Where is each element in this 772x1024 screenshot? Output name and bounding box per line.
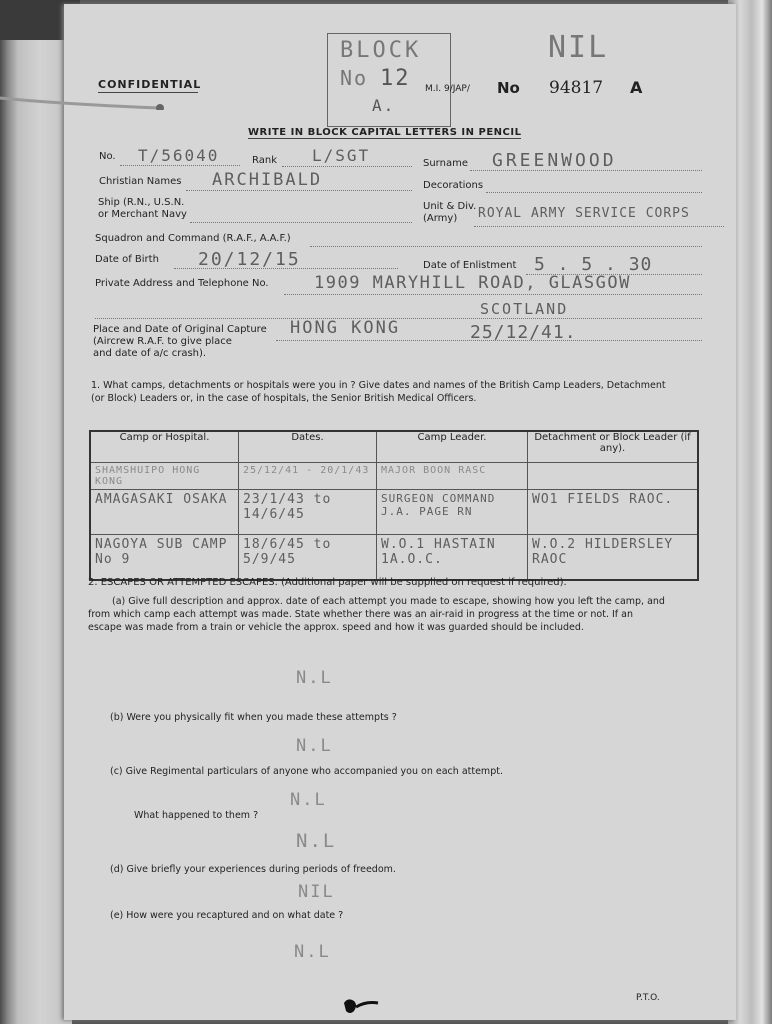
stamp-letter: A. [372, 96, 396, 115]
table-header-dates: Dates. [239, 431, 377, 463]
q2a-answer: N.L [296, 668, 333, 688]
block-stamp [327, 33, 451, 127]
squadron-line [310, 246, 702, 247]
table-row [90, 490, 698, 535]
instruction-heading: WRITE IN BLOCK CAPITAL LETTERS IN PENCIL [248, 127, 522, 138]
q2b-text: (b) Were you physically fit when you made these attempts ? [110, 712, 397, 723]
capture-label-3: and date of a/c crash). [93, 348, 207, 359]
q2a-text: (a) Give full description and approx. date of each attempt you made to escape, showing how you left the camp, and [112, 596, 665, 607]
capture-line [276, 340, 702, 341]
confidential-label: CONFIDENTIAL [98, 78, 202, 91]
unit-line [474, 226, 724, 227]
q1-text: 1. What camps, detachments or hospitals were you in ? Give dates and names of the British Camp Leaders, Detachment [91, 380, 666, 391]
rank-label: Rank [252, 155, 277, 166]
table-header-camp: Camp or Hospital. [90, 431, 239, 463]
capture-place: HONG KONG [290, 318, 401, 338]
dob-line [174, 268, 398, 269]
pto-label: P.T.O. [636, 993, 660, 1003]
table-cell-camp-leader: MAJOR BOON RASC [377, 463, 528, 490]
q2a-text-3: escape was made from a train or vehicle the approx. speed and how it was guarded should be included. [88, 622, 584, 633]
table-header-detachment-leader: Detachment or Block Leader (if any). [528, 431, 699, 463]
q2-heading: 2. ESCAPES OR ATTEMPTED ESCAPES. (Additional paper will be supplied on request if required). [88, 577, 567, 588]
serial-number: 94817 [549, 78, 604, 98]
surname-label: Surname [423, 158, 468, 169]
q2c-followup-text: What happened to them ? [134, 810, 259, 821]
unit-value: ROYAL ARMY SERVICE CORPS [478, 206, 690, 221]
q1-text-2: (or Block) Leaders or, in the case of hospitals, the Senior British Medical Officers. [91, 393, 477, 404]
christian-names-label: Christian Names [99, 176, 182, 187]
table-row [90, 463, 698, 490]
q2d-text: (d) Give briefly your experiences during periods of freedom. [110, 864, 396, 875]
table-cell-camp-leader: SURGEON COMMAND J.A. PAGE RN [377, 490, 528, 535]
capture-date: 25/12/41. [470, 322, 577, 343]
q2c-text: (c) Give Regimental particulars of anyone who accompanied you on each attempt. [110, 766, 503, 777]
q2c-answer: N.L [290, 790, 327, 810]
decorations-label: Decorations [423, 180, 484, 191]
capture-label-2: (Aircrew R.A.F. to give place [93, 336, 232, 347]
ship-line [190, 222, 412, 223]
table-cell-dates: 18/6/45 to 5/9/45 [239, 535, 377, 581]
binder-spine [0, 0, 72, 1024]
christian-names-value: ARCHIBALD [212, 170, 323, 190]
dob-value: 20/12/15 [198, 249, 301, 270]
enlistment-label: Date of Enlistment [423, 260, 517, 271]
q2c-followup-answer: N.L [296, 830, 337, 852]
capture-label: Place and Date of Original Capture [93, 324, 267, 335]
table-cell-dates: 23/1/43 to 14/6/45 [239, 490, 377, 535]
squadron-label: Squadron and Command (R.A.F., A.A.F.) [95, 233, 291, 244]
unit-label: Unit & Div. [423, 201, 477, 212]
table-cell-camp: AMAGASAKI OSAKA [90, 490, 239, 535]
binding-string-icon [0, 96, 170, 110]
table-row [90, 535, 698, 581]
q2e-text: (e) How were you recaptured and on what date ? [110, 910, 344, 921]
dob-label: Date of Birth [95, 254, 159, 265]
q2b-answer: N.L [296, 736, 333, 756]
ship-label-2: or Merchant Navy [98, 209, 187, 220]
address-line [284, 294, 702, 295]
enlistment-value: 5 . 5 . 30 [534, 254, 653, 275]
address-label: Private Address and Telephone No. [95, 278, 269, 289]
no-field-value: T/56040 [138, 146, 220, 165]
surname-line [470, 170, 702, 171]
q2a-text-2: from which camp each attempt was made. State whether there was an air-raid in progress at the time or not. If an [88, 609, 634, 620]
stamp-no-text: No [340, 66, 369, 90]
surname-value: GREENWOOD [492, 150, 617, 171]
no-field-label: No. [99, 151, 116, 162]
christian-names-line [186, 190, 412, 191]
table-header-row [90, 431, 698, 463]
table-cell-camp: NAGOYA SUB CAMP No 9 [90, 535, 239, 581]
address-value-2: SCOTLAND [480, 300, 569, 318]
ink-blot-icon [340, 995, 382, 1019]
table-cell-detachment-leader: W.O.2 HILDERSLEY RAOC [528, 535, 699, 581]
table-cell-camp: SHAMSHUIPO HONG KONG [90, 463, 239, 490]
table-cell-camp-leader: W.O.1 HASTAIN 1A.O.C. [377, 535, 528, 581]
rank-line [282, 166, 412, 167]
serial-suffix: A [630, 78, 643, 97]
ref-code: M.I. 9/JAP/ [425, 84, 470, 94]
stamp-block-text: BLOCK [340, 38, 422, 63]
table-header-camp-leader: Camp Leader. [377, 431, 528, 463]
rank-value: L/SGT [312, 146, 371, 165]
decorations-line [486, 192, 702, 193]
ship-label: Ship (R.N., U.S.N. [98, 197, 185, 208]
q2e-answer: N.L [294, 942, 331, 962]
table-cell-detachment-leader [528, 463, 699, 490]
corner-note: NIL [548, 30, 609, 65]
confidential-underline [98, 92, 198, 93]
address-value: 1909 MARYHILL ROAD, GLASGOW [314, 273, 631, 293]
no-label: No [497, 79, 520, 97]
table-cell-dates: 25/12/41 - 20/1/43 [239, 463, 377, 490]
stamp-no-value: 12 [380, 66, 411, 91]
unit-label-2: (Army) [423, 213, 458, 224]
q2d-answer: NIL [298, 882, 335, 902]
no-field-line [120, 165, 240, 166]
camps-table [89, 430, 699, 581]
table-cell-detachment-leader: WO1 FIELDS RAOC. [528, 490, 699, 535]
